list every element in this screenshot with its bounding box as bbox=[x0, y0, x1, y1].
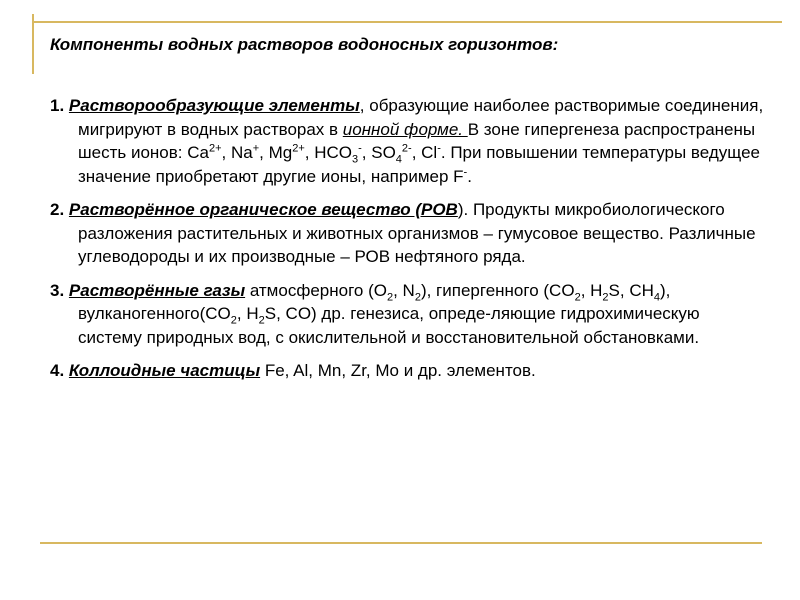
item-text: . При повышении температуры ведущее значение приобретают другие ионы, например F bbox=[78, 143, 760, 186]
list-item-1 bbox=[50, 94, 766, 188]
item-italic-text: ионной форме. bbox=[342, 119, 468, 139]
side-divider bbox=[32, 14, 34, 74]
item-text: Fe, Al, Mn, Zr, Mo и др. элементов. bbox=[260, 361, 536, 380]
item-text: ), вулканогенного(CO bbox=[78, 280, 671, 323]
item-text: , Na bbox=[221, 143, 253, 162]
item-term: Коллоидные частицы bbox=[68, 361, 261, 380]
item-text: , SO bbox=[361, 143, 396, 162]
subscript: 4 bbox=[653, 290, 661, 303]
item-number: 2. bbox=[50, 200, 65, 219]
superscript: 2- bbox=[401, 142, 412, 155]
item-text: , H bbox=[580, 280, 603, 300]
item-term: Растворённое органическое вещество (РОВ bbox=[68, 200, 458, 219]
subscript: 2 bbox=[602, 290, 609, 303]
top-divider bbox=[32, 21, 782, 23]
item-text: В зоне гипергенеза распространены шесть ионов: Ca bbox=[78, 119, 756, 162]
superscript: + bbox=[252, 142, 260, 155]
superscript: - bbox=[358, 142, 362, 155]
item-text: ), гипергенного (CO bbox=[420, 280, 575, 300]
subscript: 2 bbox=[230, 314, 237, 327]
item-text: ). Продукты микробиологического разложения растительных и животных организмов – гумусовое вещество. Различные углеводороды и их производные – РОВ нефтяного ряда. bbox=[78, 200, 756, 266]
subscript: 4 bbox=[395, 153, 402, 166]
slide-title: Компоненты водных растворов водоносных горизонтов: bbox=[50, 35, 559, 54]
bottom-divider bbox=[40, 542, 762, 544]
item-term: Растворообразующие элементы bbox=[68, 96, 360, 115]
subscript: 2 bbox=[414, 290, 421, 303]
item-text: , образующие наиболее растворимые соединения, мигрируют в водных растворах в bbox=[78, 96, 764, 139]
item-text: , N bbox=[393, 280, 415, 300]
item-text: S, CO) др. генезиса, опреде-ляющие гидрохимическую систему природных вод, с окислительной и восстановительной обстановками. bbox=[78, 304, 700, 347]
item-text: S, CH bbox=[608, 280, 654, 300]
subscript: 3 bbox=[351, 153, 359, 166]
list-item-4 bbox=[50, 359, 766, 383]
item-text: атмосферного (O bbox=[245, 280, 387, 300]
item-text: , Cl bbox=[411, 143, 438, 162]
item-text: , HCO bbox=[304, 143, 352, 162]
item-number: 4. bbox=[50, 361, 65, 380]
item-text: . bbox=[467, 166, 472, 186]
item-term: Растворённые газы bbox=[68, 280, 246, 300]
list-item-2 bbox=[50, 198, 766, 269]
item-number: 1. bbox=[50, 96, 65, 115]
subscript: 2 bbox=[258, 314, 265, 327]
content-body bbox=[50, 94, 766, 393]
superscript: 2+ bbox=[208, 142, 222, 155]
superscript: - bbox=[463, 165, 468, 178]
item-number: 3. bbox=[50, 280, 65, 300]
superscript: 2+ bbox=[292, 142, 305, 155]
list-item-3 bbox=[50, 279, 766, 350]
superscript: - bbox=[437, 142, 441, 155]
subscript: 2 bbox=[386, 290, 394, 303]
item-text: , Mg bbox=[259, 143, 293, 162]
subscript: 2 bbox=[574, 290, 581, 303]
item-text: , H bbox=[236, 304, 259, 323]
